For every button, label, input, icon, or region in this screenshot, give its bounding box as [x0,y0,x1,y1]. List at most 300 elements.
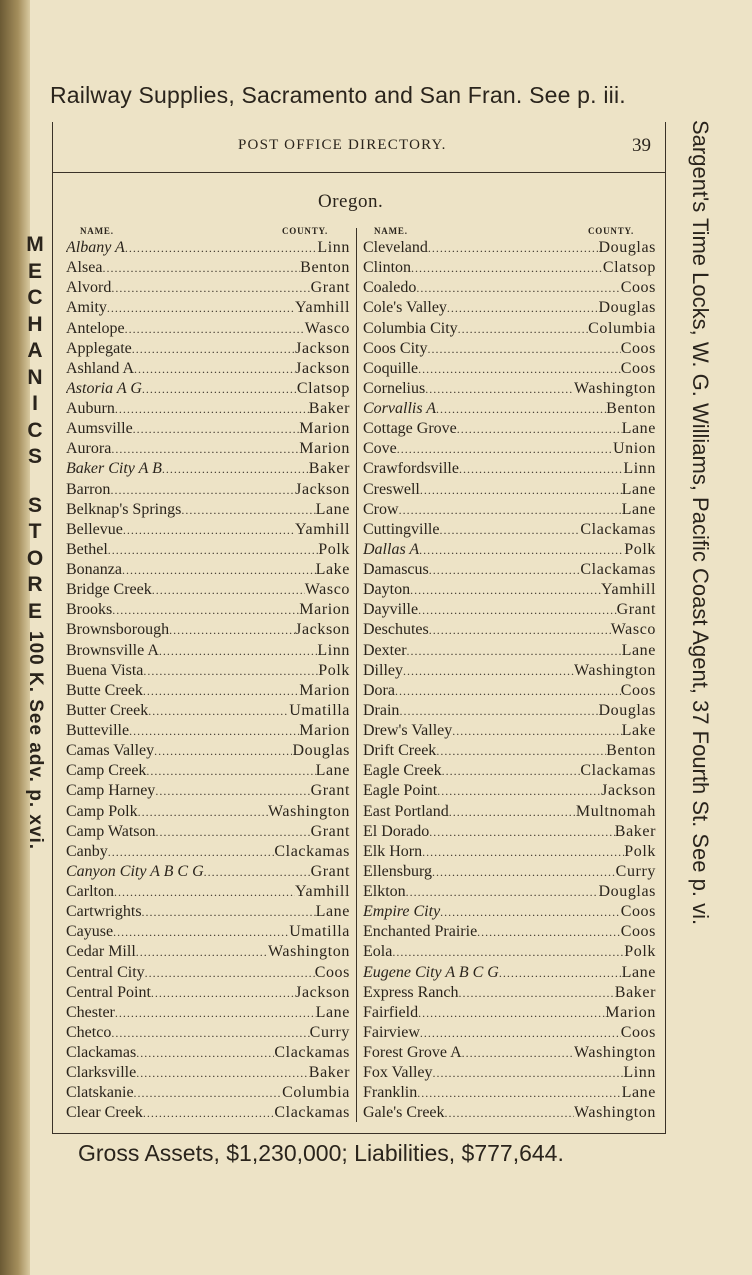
post-office-name: Cole's Valley [363,299,447,317]
post-office-name: Cottage Grove [363,420,457,438]
left-ad-letter: S [27,493,42,517]
directory-entry [66,620,350,640]
county-name: Wasco [610,621,656,639]
post-office-name: Buena Vista [66,661,144,679]
county-name: Lane [621,641,656,659]
post-office-name: Elkton [363,883,406,900]
left-ad-letter: O [26,546,44,570]
dot-leader [143,681,299,701]
dot-leader [111,278,310,298]
directory-entry [363,359,656,379]
post-office-name: Cuttingville [363,520,440,538]
directory-entry [363,681,656,701]
county-name: Coos [620,1023,656,1041]
directory-entry [66,258,350,278]
post-office-name: Eagle Point [363,782,438,800]
dot-leader [204,862,311,882]
dot-leader [419,540,624,560]
county-name: Clackamas [580,520,656,538]
post-office-name: Columbia City [363,319,458,337]
county-name: Coos [620,279,656,297]
directory-entry [66,540,350,560]
county-name: Marion [605,1003,656,1021]
dot-leader [429,822,615,842]
post-office-name: Fairview [363,1023,420,1041]
directory-entry [363,1103,656,1123]
county-name: Marion [299,601,350,619]
dot-leader [162,459,309,479]
post-office-name: Brooks [66,601,113,619]
county-name: Baker [614,983,656,1001]
directory-entry [363,802,656,822]
directory-entry [66,399,350,419]
county-name: Washington [573,379,656,397]
dot-leader [477,922,621,942]
county-name: Baker [308,460,350,478]
dot-leader [122,560,316,580]
post-office-name: East Portland [363,802,449,820]
post-office-name: Canyon City A B C G [66,862,204,880]
directory-entry [363,339,656,359]
directory-entry [363,600,656,620]
directory-entry [66,1023,350,1043]
dot-leader [429,620,611,640]
county-name: Jackson [295,983,350,1001]
county-name: Jackson [295,339,350,357]
directory-entry [363,439,656,459]
dot-leader [143,661,318,681]
post-office-name: Aurora [66,440,112,458]
post-office-name: Crow [363,500,399,518]
left-ad-letter: E [27,259,42,283]
directory-entry [66,822,350,842]
directory-entry [66,319,350,339]
dot-leader [407,641,622,661]
column-divider [356,228,357,1122]
directory-entry [363,701,656,721]
dot-leader [125,238,318,258]
post-office-name: Cayuse [66,923,114,941]
dot-leader [132,339,295,359]
dot-leader [181,500,315,520]
dot-leader [449,802,576,822]
county-name: Linn [623,1064,656,1082]
county-name: Umatilla [289,923,350,941]
dot-leader [136,1063,309,1083]
dot-leader [420,1023,621,1043]
header-rule [52,172,666,173]
county-name: Jackson [601,782,656,800]
post-office-name: Coos City [363,339,428,357]
county-name: Lane [315,762,350,780]
directory-entry [363,842,656,862]
post-office-name: Camas Valley [66,742,155,760]
post-office-name: Dayville [363,601,419,619]
post-office-name: Chester [66,1003,115,1021]
county-name: Coos [620,903,656,921]
county-name: Linn [317,641,350,659]
county-name: Umatilla [289,701,350,719]
left-ad-letter: N [27,365,43,389]
directory-entry [66,1083,350,1103]
directory-entry [66,721,350,741]
directory-entry [363,399,656,419]
dot-leader [133,419,300,439]
dot-leader [138,802,268,822]
county-name: Marion [299,722,350,739]
dot-leader [159,641,317,661]
left-ad-letter: R [27,573,43,596]
post-office-name: Alvord [66,279,112,297]
county-name: Union [613,440,656,458]
dot-leader [136,1043,274,1063]
post-office-name: Cornelius [363,379,426,397]
directory-entry [363,1043,656,1063]
post-office-name: Cartwrights [66,903,142,921]
post-office-name: Baker City A B [66,460,162,478]
county-name: Lane [621,500,656,518]
left-ad-word-mechanics [26,232,44,471]
directory-entry [363,983,656,1003]
county-name: Wasco [304,319,350,337]
post-office-name: Eola [363,943,393,961]
directory-entry [363,298,656,318]
directory-entry [66,942,350,962]
left-county-header: COUNTY. [282,226,329,236]
directory-entry [363,641,656,661]
county-name: Baker [614,822,656,840]
county-name: Polk [624,842,656,860]
dot-leader [102,258,300,278]
county-name: Linn [317,239,350,256]
top-advertisement: Railway Supplies, Sacramento and San Fran. See p. iii. [50,82,626,108]
dot-leader [134,1083,283,1103]
county-name: Washington [573,661,656,679]
county-name: Marion [299,440,350,458]
county-name: Yamhill [294,299,350,317]
page-number: 39 [632,135,651,156]
post-office-name: Express Ranch [363,983,459,1001]
dot-leader [418,600,616,620]
directory-entry [66,459,350,479]
directory-entry [66,419,350,439]
county-name: Coos [314,963,350,981]
dot-leader [457,419,622,439]
dot-leader [395,681,621,701]
dot-leader [155,781,310,801]
dot-leader [392,942,624,962]
county-name: Coos [620,339,656,357]
directory-entry [66,278,350,298]
directory-entry [363,1063,656,1083]
county-name: Benton [606,400,656,417]
left-name-header: NAME. [80,226,114,236]
right-county-header: COUNTY. [588,226,635,236]
directory-entry [66,379,350,399]
left-ad-letter: E [27,599,42,623]
county-name: Grant [310,279,350,297]
post-office-name: Dexter [363,641,407,659]
county-name: Clackamas [580,561,656,578]
post-office-name: Camp Watson [66,822,156,840]
dot-leader [458,319,588,339]
county-name: Washington [573,1104,656,1122]
post-office-name: Fairfield [363,1003,419,1021]
dot-leader [169,620,295,640]
county-name: Yamhill [600,581,656,599]
directory-entry [363,1023,656,1043]
dot-leader [417,1083,621,1103]
left-directory-column [66,238,350,1124]
post-office-name: Enchanted Prairie [363,923,478,941]
post-office-name: Cedar Mill [66,943,136,961]
post-office-name: Forest Grove A [363,1044,462,1061]
dot-leader [440,902,621,922]
dot-leader [114,882,295,902]
post-office-name: Chetco [66,1023,112,1041]
dot-leader [110,480,295,500]
post-office-name: Crawfordsville [363,460,459,478]
post-office-name: Clear Creek [66,1104,143,1122]
left-ad-letter: C [27,418,43,442]
directory-entry [66,1043,350,1063]
county-name: Linn [623,460,656,478]
county-name: Benton [300,259,350,277]
dot-leader [154,741,292,761]
post-office-name: Canby [66,842,108,860]
dot-leader [146,761,315,781]
directory-entry [363,741,656,761]
directory-entry [66,741,350,761]
county-name: Lane [315,903,350,921]
left-ad-letter: T [28,520,42,543]
post-office-name: Coquille [363,359,419,377]
post-office-name: Eagle Creek [363,762,442,780]
directory-entry [66,1003,350,1023]
directory-entry [66,681,350,701]
directory-entry [66,520,350,540]
county-name: Polk [624,540,656,558]
dot-leader [432,1063,623,1083]
dot-leader [399,701,598,721]
county-name: Grant [310,862,350,880]
post-office-name: Central City [66,963,145,981]
post-office-name: El Dorado [363,822,430,840]
post-office-name: Dayton [363,581,411,599]
county-name: Clatsop [296,379,350,397]
directory-entry [363,258,656,278]
directory-entry [363,419,656,439]
directory-entry [66,439,350,459]
county-name: Yamhill [294,520,350,538]
county-name: Coos [620,681,656,699]
directory-entry [363,459,656,479]
county-name: Lane [621,963,656,981]
county-name: Clackamas [274,1104,350,1122]
post-office-name: Corvallis A [363,400,437,417]
directory-entry [363,1003,656,1023]
county-name: Polk [318,661,350,679]
post-office-name: Amity [66,299,107,317]
directory-entry [66,802,350,822]
dot-leader [397,439,613,459]
dot-leader [410,580,601,600]
directory-entry [363,761,656,781]
left-side-advertisement [22,232,48,850]
dot-leader [145,963,315,983]
post-office-name: Clinton [363,259,412,277]
post-office-name: Clarksville [66,1064,137,1082]
county-name: Grant [310,822,350,840]
dot-leader [422,842,624,862]
directory-entry [363,862,656,882]
dot-leader [111,439,299,459]
county-name: Curry [615,862,656,880]
dot-leader [420,480,622,500]
dot-leader [429,560,581,580]
post-office-name: Astoria A G [66,379,142,397]
post-office-name: Deschutes [363,621,429,639]
post-office-name: Fox Valley [363,1064,433,1082]
dot-leader [432,862,616,882]
directory-entry [66,1063,350,1083]
post-office-name: Camp Creek [66,762,147,780]
dot-leader [156,822,311,842]
dot-leader [411,258,603,278]
dot-leader [115,1003,316,1023]
dot-leader [129,721,299,741]
dot-leader [416,278,620,298]
county-name: Marion [299,681,350,699]
directory-entry [363,942,656,962]
post-office-name: Alsea [66,259,103,277]
post-office-name: Albany A [66,239,125,256]
directory-entry [66,480,350,500]
dot-leader [442,761,581,781]
post-office-name: Bonanza [66,561,122,578]
county-name: Washington [573,1044,656,1061]
directory-entry [363,781,656,801]
post-office-name: Damascus [363,561,429,578]
post-office-name: Bridge Creek [66,581,152,599]
dot-leader [111,1023,309,1043]
dot-leader [459,983,615,1003]
left-ad-letter: S [27,445,42,468]
directory-entry [66,983,350,1003]
directory-entry [363,500,656,520]
county-name: Washington [267,943,350,961]
county-name: Lake [621,722,656,739]
post-office-name: Cleveland [363,239,428,256]
dot-leader [428,238,599,258]
dot-leader [152,580,305,600]
county-name: Jackson [295,621,350,639]
post-office-name: Butter Creek [66,701,149,719]
dot-leader [425,379,574,399]
directory-entry [363,278,656,298]
county-name: Multnomah [575,802,656,820]
directory-entry [66,963,350,983]
county-name: Yamhill [294,883,350,900]
post-office-name: Butte Creek [66,681,143,699]
county-name: Clackamas [274,1044,350,1061]
post-office-name: Ashland A [66,359,134,377]
dot-leader [403,661,574,681]
dot-leader [499,963,622,983]
dot-leader [452,721,621,741]
dot-leader [107,298,295,318]
directory-entry [363,580,656,600]
county-name: Lane [621,480,656,498]
directory-entry [363,661,656,681]
county-name: Polk [624,943,656,961]
running-head: POST OFFICE DIRECTORY. [238,137,447,153]
dot-leader [406,882,599,902]
post-office-name: Gale's Creek [363,1104,445,1122]
dot-leader [399,500,622,520]
county-name: Jackson [295,480,350,498]
county-name: Grant [616,601,656,619]
post-office-name: Franklin [363,1084,418,1102]
county-name: Baker [308,400,350,417]
dot-leader [136,942,268,962]
directory-entry [363,238,656,258]
county-name: Douglas [598,299,656,317]
county-name: Clackamas [274,842,350,860]
county-name: Jackson [295,359,350,377]
right-side-advertisement: Sargent's Time Locks, W. G. Williams, Pacific Coast Agent, 37 Fourth St. See p. vi. [688,120,713,926]
directory-entry [66,862,350,882]
left-ad-letter: I [32,392,38,415]
directory-entry [66,298,350,318]
left-ad-letter: M [26,233,44,256]
dot-leader [462,1043,574,1063]
post-office-name: Camp Polk [66,802,138,820]
post-office-name: Dora [363,681,395,699]
post-office-name: Antelope [66,319,125,337]
directory-entry [363,319,656,339]
county-name: Washington [267,802,350,820]
post-office-name: Ellensburg [363,862,433,880]
post-office-name: Camp Harney [66,782,156,800]
directory-entry [363,963,656,983]
directory-entry [66,359,350,379]
right-name-header: NAME. [374,226,408,236]
directory-entry [363,480,656,500]
bottom-advertisement: Gross Assets, $1,230,000; Liabilities, $777,644. [78,1140,564,1166]
county-name: Columbia [588,319,656,337]
directory-entry [66,902,350,922]
dot-leader [418,359,621,379]
post-office-name: Creswell [363,480,420,498]
county-name: Grant [310,782,350,800]
post-office-name: Auburn [66,400,115,417]
county-name: Coos [620,359,656,377]
county-name: Douglas [292,742,350,760]
post-office-name: Clatskanie [66,1084,134,1102]
post-office-name: Drift Creek [363,742,437,760]
directory-entry [66,339,350,359]
county-name: Douglas [598,883,656,900]
directory-entry [66,1103,350,1123]
directory-entry [363,882,656,902]
post-office-name: Central Point [66,983,151,1001]
county-name: Douglas [598,239,656,256]
directory-entry [66,600,350,620]
directory-entry [66,922,350,942]
dot-leader [112,600,299,620]
dot-leader [143,1103,275,1123]
